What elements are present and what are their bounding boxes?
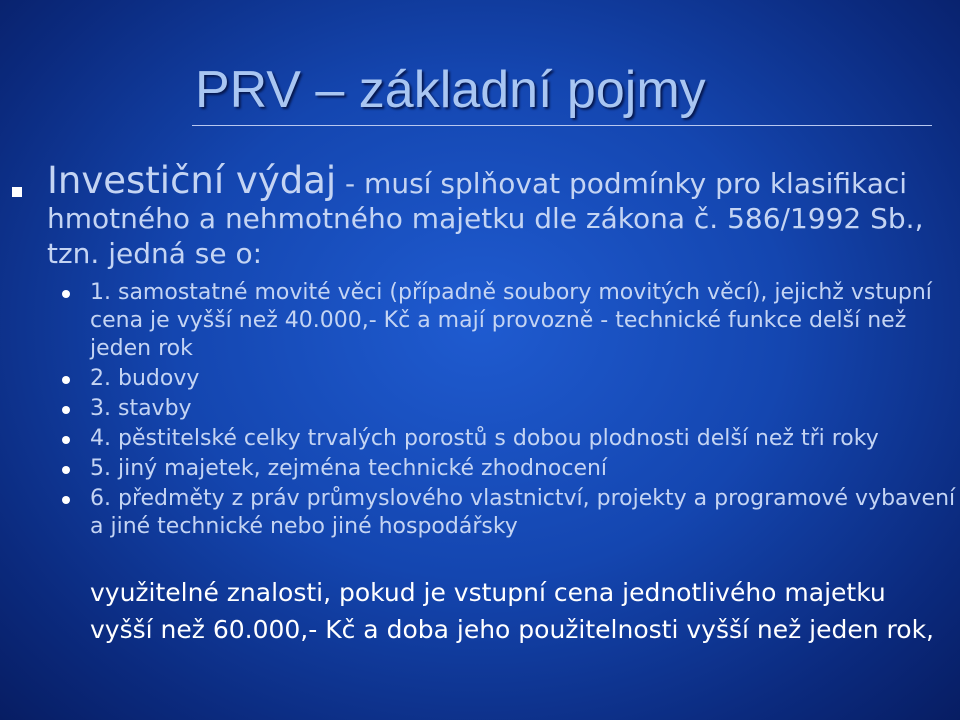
list-item-text: 5. jiný majetek, zejména technické zhodnocení (90, 456, 608, 481)
list-item (62, 365, 957, 393)
asset-list (62, 279, 957, 543)
list-item (62, 395, 957, 423)
intro-text (47, 159, 952, 271)
list-item-text: 6. předměty z práv průmyslového vlastnictví, projekty a programové vybavení a jiné technické nebo jiné hospodářsky (90, 486, 956, 539)
bullet-icon (62, 406, 70, 414)
bullet-icon (62, 436, 70, 444)
bullet-icon (62, 290, 70, 298)
list-item (62, 485, 957, 541)
list-item (62, 425, 957, 453)
intro-description: - musí splňovat podmínky pro klasifikaci hmotného a nehmotného majetku dle zákona č. 586/1992 Sb., tzn. jedná se o: (47, 167, 924, 270)
list-item-text: 1. samostatné movité věci (případně soubory movitých věcí), jejichž vstupní cena je vyšší než 40.000,- Kč a mají provozně - technické funkce delší než jeden rok (90, 280, 932, 361)
list-item-text: 2. budovy (90, 366, 200, 391)
slide-title: PRV – základní pojmy (195, 61, 706, 119)
square-bullet-icon (12, 187, 22, 197)
intro-term: Investiční výdaj (47, 159, 337, 202)
list-item-text: 4. pěstitelské celky trvalých porostů s dobou plodnosti delší než tři roky (90, 426, 879, 451)
list-item-text: 3. stavby (90, 396, 192, 421)
bullet-icon (62, 376, 70, 384)
list-item (62, 279, 957, 363)
continuation-text: využitelné znalosti, pokud je vstupní cena jednotlivého majetku vyšší než 60.000,- Kč a doba jeho použitelnosti vyšší než jeden rok, (90, 578, 934, 644)
bullet-icon (62, 496, 70, 504)
intro-paragraph (12, 159, 952, 271)
bullet-icon (62, 466, 70, 474)
list-item (62, 455, 957, 483)
title-divider (192, 125, 932, 126)
